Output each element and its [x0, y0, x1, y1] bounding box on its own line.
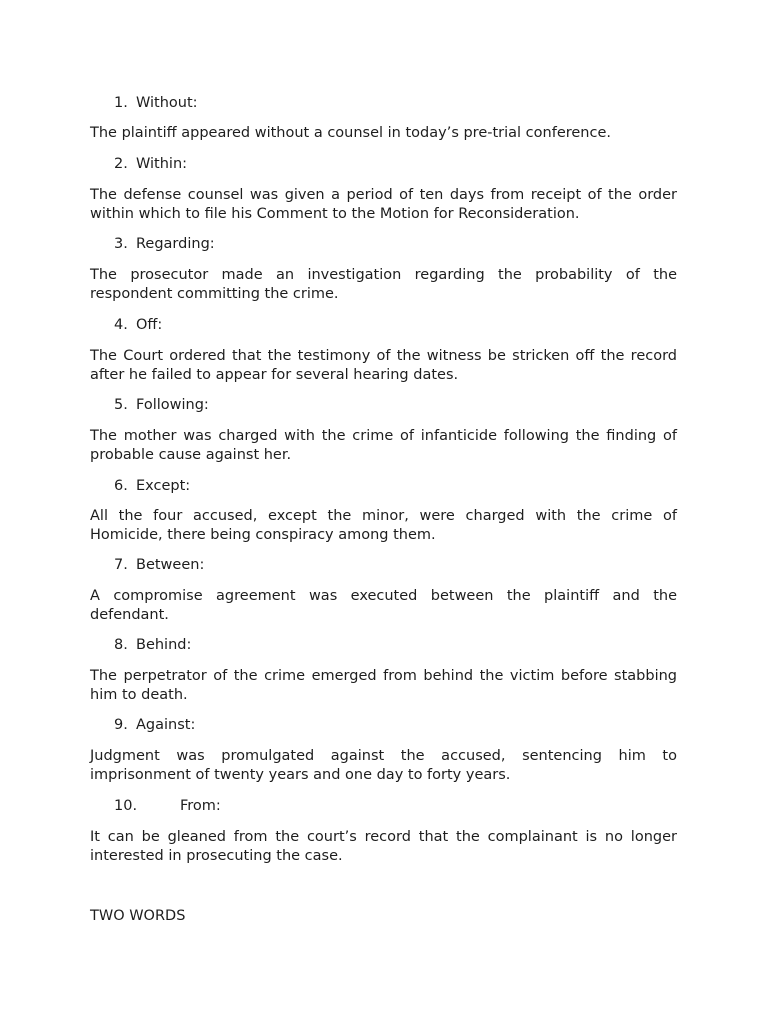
item-heading-5 — [114, 396, 209, 414]
item-number: 6. — [114, 478, 128, 494]
item-label: Within: — [136, 156, 188, 172]
item-heading-9 — [114, 716, 195, 734]
section-heading: TWO WORDS — [90, 908, 186, 924]
item-heading-10 — [114, 797, 221, 815]
item-label: Following: — [136, 397, 209, 413]
item-heading-6 — [114, 477, 190, 495]
item-label: Regarding: — [136, 236, 215, 252]
item-sentence-10: It can be gleaned from the court’s record that the complainant is no longer interested in prosecuting the case. — [90, 829, 677, 864]
item-label: Behind: — [136, 637, 192, 653]
item-heading-3 — [114, 235, 215, 253]
item-sentence-5: The mother was charged with the crime of infanticide following the finding of probable cause against her. — [90, 428, 677, 463]
item-heading-8 — [114, 636, 191, 654]
item-sentence-3: The prosecutor made an investigation regarding the probability of the respondent committing the crime. — [90, 267, 677, 302]
item-heading-1 — [114, 94, 198, 112]
item-number: 10. — [114, 798, 138, 814]
item-number: 7. — [114, 557, 128, 573]
item-heading-4 — [114, 316, 162, 334]
item-number: 8. — [114, 637, 128, 653]
item-label: Between: — [136, 557, 205, 573]
item-sentence-7: A compromise agreement was executed between the plaintiff and the defendant. — [90, 588, 677, 623]
item-label: From: — [180, 798, 221, 814]
item-sentence-6: All the four accused, except the minor, were charged with the crime of Homicide, there being conspiracy among them. — [90, 508, 677, 543]
item-heading-7 — [114, 556, 204, 574]
item-sentence-8: The perpetrator of the crime emerged from behind the victim before stabbing him to death. — [90, 668, 677, 703]
item-number: 4. — [114, 317, 128, 333]
item-label: Without: — [136, 95, 198, 111]
item-number: 2. — [114, 156, 128, 172]
item-number: 3. — [114, 236, 128, 252]
item-label: Except: — [136, 478, 191, 494]
item-label: Against: — [136, 717, 196, 733]
item-number: 9. — [114, 717, 128, 733]
item-number: 1. — [114, 95, 128, 111]
item-sentence-2: The defense counsel was given a period of ten days from receipt of the order within which to file his Comment to the Motion for Reconsideration. — [90, 187, 677, 222]
item-sentence-4: The Court ordered that the testimony of the witness be stricken off the record after he failed to appear for several hearing dates. — [90, 348, 677, 383]
item-number: 5. — [114, 397, 128, 413]
item-label: Off: — [136, 317, 163, 333]
item-sentence-9: Judgment was promulgated against the accused, sentencing him to imprisonment of twenty years and one day to forty years. — [90, 748, 677, 783]
item-sentence-1: The plaintiff appeared without a counsel in today’s pre-trial conference. — [90, 125, 611, 141]
item-heading-2 — [114, 155, 187, 173]
